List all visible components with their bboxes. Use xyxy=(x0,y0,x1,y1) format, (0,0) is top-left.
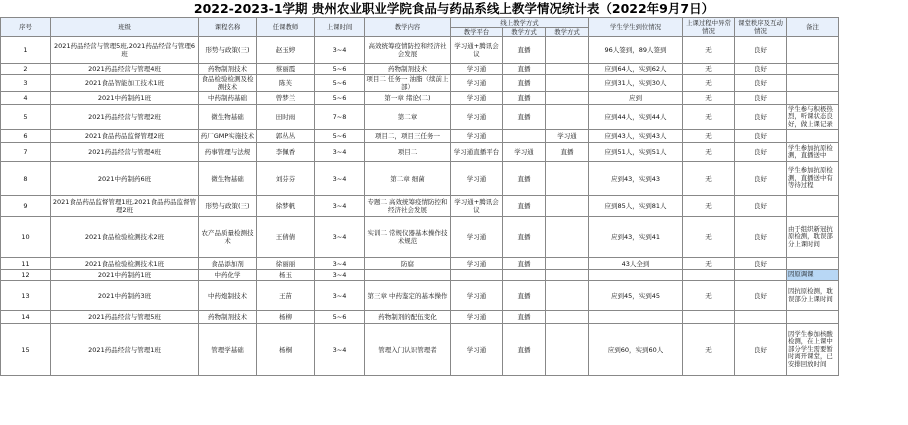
cell-seq: 10 xyxy=(1,217,51,258)
cell-time: 3~4 xyxy=(315,270,365,281)
table-row xyxy=(1,64,908,75)
cell-attendance: 应到43，实到43 xyxy=(589,162,683,196)
cell-platform: 学习通直播平台 xyxy=(451,143,503,162)
cell-interaction: 良好 xyxy=(735,196,787,217)
cell-attendance: 43人全到 xyxy=(589,258,683,270)
cell-platform: 学习通 xyxy=(451,281,503,311)
cell-class: 2021中药制药1班 xyxy=(51,92,199,105)
cell-platform: 学习通+腾讯会议 xyxy=(451,37,503,64)
cell-platform: 学习通 xyxy=(451,258,503,270)
cell-attendance: 应到43，实到41 xyxy=(589,217,683,258)
header-platform: 教学平台 xyxy=(451,28,503,37)
header-time: 上课时间 xyxy=(315,18,365,37)
header-method-sub: 教学方式 xyxy=(546,28,589,37)
cell-content: 管理入门认识管理者 xyxy=(365,324,451,376)
cell-interaction xyxy=(735,311,787,324)
cell-method: 直播 xyxy=(503,311,546,324)
cell-method: 直播 xyxy=(503,75,546,92)
cell-abnormal: 无 xyxy=(683,130,735,143)
cell-interaction: 良好 xyxy=(735,37,787,64)
cell-attendance: 应到43人，实到43人 xyxy=(589,130,683,143)
cell-method-sub xyxy=(546,162,589,196)
cell-course: 农产品质量检测技术 xyxy=(199,217,257,258)
teaching-table xyxy=(0,17,908,376)
cell-attendance: 应到51人，实到51人 xyxy=(589,143,683,162)
cell-seq: 5 xyxy=(1,105,51,130)
cell-attendance: 应到45，实到45 xyxy=(589,281,683,311)
cell-method-sub xyxy=(546,64,589,75)
header-course: 课程名称 xyxy=(199,18,257,37)
cell-abnormal: 无 xyxy=(683,64,735,75)
cell-time: 5~6 xyxy=(315,75,365,92)
header-class: 班级 xyxy=(51,18,199,37)
cell-class: 2021食品检验检测技术1班 xyxy=(51,258,199,270)
cell-method: 直播 xyxy=(503,64,546,75)
cell-seq: 14 xyxy=(1,311,51,324)
cell-teacher: 曾梦兰 xyxy=(257,92,315,105)
cell-method: 直播 xyxy=(503,92,546,105)
cell-class: 2021食品智能加工技术1班 xyxy=(51,75,199,92)
header-row-1 xyxy=(1,18,908,28)
cell-abnormal: 无 xyxy=(683,281,735,311)
cell-teacher: 田时雨 xyxy=(257,105,315,130)
cell-teacher: 徐梦帆 xyxy=(257,196,315,217)
header-attendance: 学生学生到位情况 xyxy=(589,18,683,37)
cell-content: 防腐 xyxy=(365,258,451,270)
cell-abnormal xyxy=(683,270,735,281)
cell-course: 药物制剂技术 xyxy=(199,311,257,324)
cell-method: 直播 xyxy=(503,37,546,64)
cell-course: 形势与政策(三) xyxy=(199,37,257,64)
cell-time: 3~4 xyxy=(315,196,365,217)
cell-method xyxy=(503,270,546,281)
cell-abnormal: 无 xyxy=(683,162,735,196)
cell-interaction: 良好 xyxy=(735,162,787,196)
cell-content: 项目二 xyxy=(365,143,451,162)
cell-interaction: 良好 xyxy=(735,143,787,162)
cell-course: 中药制药基础 xyxy=(199,92,257,105)
cell-class: 2021中药制药1班 xyxy=(51,270,199,281)
cell-content: 第三章 中药鉴定的基本操作 xyxy=(365,281,451,311)
cell-teacher: 杨玉 xyxy=(257,270,315,281)
cell-abnormal: 无 xyxy=(683,196,735,217)
header-teacher: 任课教师 xyxy=(257,18,315,37)
cell-seq: 15 xyxy=(1,324,51,376)
cell-teacher: 蔡丽霞 xyxy=(257,64,315,75)
cell-abnormal: 无 xyxy=(683,324,735,376)
cell-interaction: 良好 xyxy=(735,105,787,130)
cell-platform: 学习通 xyxy=(451,92,503,105)
cell-time: 3~4 xyxy=(315,217,365,258)
cell-method-sub xyxy=(546,196,589,217)
cell-content: 高效统筹疫情防控和经济社会发展 xyxy=(365,37,451,64)
cell-platform: 学习通 xyxy=(451,75,503,92)
cell-class: 2021中药制药3班 xyxy=(51,281,199,311)
cell-abnormal: 无 xyxy=(683,258,735,270)
table-row xyxy=(1,143,908,162)
cell-abnormal: 无 xyxy=(683,105,735,130)
cell-remarks: 由于组织新冠抗原检测，耽误部分上课时间 xyxy=(787,217,839,258)
cell-teacher: 杨桐 xyxy=(257,324,315,376)
header-remarks: 备注 xyxy=(787,18,839,37)
cell-content: 专题二 高效统筹疫情防控和经济社会发展 xyxy=(365,196,451,217)
cell-time: 3~4 xyxy=(315,258,365,270)
cell-course: 药物制剂技术 xyxy=(199,64,257,75)
cell-abnormal: 无 xyxy=(683,37,735,64)
cell-attendance xyxy=(589,270,683,281)
cell-platform xyxy=(451,270,503,281)
cell-method-sub: 直播 xyxy=(546,143,589,162)
cell-attendance: 应到60，实到60人 xyxy=(589,324,683,376)
cell-method-sub xyxy=(546,270,589,281)
cell-interaction: 良好 xyxy=(735,217,787,258)
cell-method-sub xyxy=(546,324,589,376)
cell-class: 2021药品经营与管理1班 xyxy=(51,324,199,376)
cell-class: 2021药品经营与管理4班 xyxy=(51,143,199,162)
cell-class: 2021药品经营与管理2班 xyxy=(51,105,199,130)
table-row xyxy=(1,105,908,130)
cell-remarks xyxy=(787,37,839,64)
cell-seq: 6 xyxy=(1,130,51,143)
cell-seq: 4 xyxy=(1,92,51,105)
cell-platform: 学习通 xyxy=(451,64,503,75)
cell-teacher: 徐丽丽 xyxy=(257,258,315,270)
cell-course: 食品添加剂 xyxy=(199,258,257,270)
cell-seq: 1 xyxy=(1,37,51,64)
table-row xyxy=(1,324,908,376)
cell-content: 药物制剂的配伍变化 xyxy=(365,311,451,324)
cell-time: 3~4 xyxy=(315,324,365,376)
cell-seq: 8 xyxy=(1,162,51,196)
cell-remarks: 因学生参加核酸检测，在上课中部分学生需要暂时离开课堂，已安排回放时间 xyxy=(787,324,839,376)
cell-seq: 12 xyxy=(1,270,51,281)
cell-seq: 9 xyxy=(1,196,51,217)
header-mode-group: 线上教学方式 xyxy=(451,18,589,28)
cell-class: 2021食品药品监督管理1班,2021食品药品监督管理2班 xyxy=(51,196,199,217)
cell-remarks: 因原调课 xyxy=(787,270,839,281)
cell-content: 项目二，项目三任务一 xyxy=(365,130,451,143)
cell-course: 微生物基础 xyxy=(199,162,257,196)
table-row xyxy=(1,258,908,270)
cell-platform: 学习通 xyxy=(451,105,503,130)
header-content: 教学内容 xyxy=(365,18,451,37)
cell-time: 3~4 xyxy=(315,162,365,196)
cell-method-sub xyxy=(546,281,589,311)
cell-interaction: 良好 xyxy=(735,130,787,143)
cell-attendance: 应到31人，实到30人 xyxy=(589,75,683,92)
cell-method: 直播 xyxy=(503,258,546,270)
header-seq: 序号 xyxy=(1,18,51,37)
cell-method: 直播 xyxy=(503,196,546,217)
cell-remarks xyxy=(787,130,839,143)
cell-abnormal xyxy=(683,311,735,324)
table-row xyxy=(1,162,908,196)
cell-course: 形势与政策(三) xyxy=(199,196,257,217)
cell-remarks xyxy=(787,196,839,217)
table-row xyxy=(1,92,908,105)
cell-remarks xyxy=(787,311,839,324)
cell-method-sub xyxy=(546,75,589,92)
cell-interaction: 良好 xyxy=(735,75,787,92)
header-interaction: 课堂秩序及互动情况 xyxy=(735,18,787,37)
cell-content: 第二章 细菌 xyxy=(365,162,451,196)
table-row xyxy=(1,196,908,217)
cell-platform: 学习通 xyxy=(451,217,503,258)
cell-teacher: 刘芬芬 xyxy=(257,162,315,196)
cell-remarks: 学生参加抗原检测，直播送中有等待过程 xyxy=(787,162,839,196)
cell-platform: 学习通 xyxy=(451,324,503,376)
cell-course: 管理学基础 xyxy=(199,324,257,376)
cell-teacher: 赵玉婷 xyxy=(257,37,315,64)
cell-class: 2021药品经营与管理5班 xyxy=(51,311,199,324)
header-method-main: 教学方式 xyxy=(503,28,546,37)
cell-remarks xyxy=(787,64,839,75)
cell-course: 药事管理与法规 xyxy=(199,143,257,162)
cell-remarks: 学生参加抗原检测，直播送中 xyxy=(787,143,839,162)
cell-seq: 3 xyxy=(1,75,51,92)
cell-interaction: 良好 xyxy=(735,64,787,75)
cell-class: 2021药品经营与管理4班 xyxy=(51,64,199,75)
cell-course: 药厂GMP实施技术 xyxy=(199,130,257,143)
table-row xyxy=(1,37,908,64)
cell-platform: 学习通 xyxy=(451,130,503,143)
cell-remarks xyxy=(787,258,839,270)
cell-platform: 学习通 xyxy=(451,162,503,196)
table-row xyxy=(1,217,908,258)
cell-time: 5~6 xyxy=(315,64,365,75)
cell-interaction: 良好 xyxy=(735,281,787,311)
cell-interaction: 良好 xyxy=(735,258,787,270)
cell-abnormal: 无 xyxy=(683,92,735,105)
cell-time: 5~6 xyxy=(315,311,365,324)
cell-abnormal: 无 xyxy=(683,217,735,258)
cell-remarks xyxy=(787,75,839,92)
cell-time: 5~6 xyxy=(315,92,365,105)
cell-method-sub: 学习通 xyxy=(546,130,589,143)
cell-time: 7~8 xyxy=(315,105,365,130)
cell-attendance xyxy=(589,311,683,324)
cell-content: 第二章 xyxy=(365,105,451,130)
cell-remarks: 因抗原检测，耽误部分上课时间 xyxy=(787,281,839,311)
cell-attendance: 应到64人，实到62人 xyxy=(589,64,683,75)
cell-method: 学习通 xyxy=(503,143,546,162)
cell-content: 项目二 任务一 油脂（续前上部） xyxy=(366,75,449,91)
cell-seq: 11 xyxy=(1,258,51,270)
cell-time: 3~4 xyxy=(315,143,365,162)
cell-teacher: 李佩香 xyxy=(257,143,315,162)
cell-method: 直播 xyxy=(503,217,546,258)
cell-method-sub xyxy=(546,217,589,258)
table-row xyxy=(1,281,908,311)
cell-remarks xyxy=(787,92,839,105)
cell-method-sub xyxy=(546,37,589,64)
cell-interaction: 良好 xyxy=(735,92,787,105)
cell-attendance: 应到 xyxy=(589,92,683,105)
cell-class: 2021药品经营与管理5班,2021药品经营与管理6班 xyxy=(51,37,199,64)
cell-time: 3~4 xyxy=(315,37,365,64)
table-row xyxy=(1,75,908,92)
cell-method: 直播 xyxy=(503,162,546,196)
sheet-title: 2022-2023-1学期 贵州农业职业学院食品与药品系线上教学情况统计表（2022年9月7日） xyxy=(193,1,715,16)
cell-teacher: 王倩倩 xyxy=(257,217,315,258)
cell-content: 第一章 绪论(二) xyxy=(365,92,451,105)
table-row xyxy=(1,130,908,143)
cell-method: 直播 xyxy=(503,105,546,130)
cell-content xyxy=(365,270,451,281)
cell-method xyxy=(503,130,546,143)
cell-class: 2021食品检验检测技术2班 xyxy=(51,217,199,258)
cell-class: 2021食品药品监督管理2班 xyxy=(51,130,199,143)
cell-method-sub xyxy=(546,311,589,324)
cell-content: 实训二 常规仪器基本操作技术规范 xyxy=(365,217,451,258)
cell-method-sub xyxy=(546,92,589,105)
cell-seq: 13 xyxy=(1,281,51,311)
cell-remarks: 学生参与积极热烈，听课状态良好，做上课记录 xyxy=(787,105,839,130)
cell-attendance: 应到85人，实到81人 xyxy=(589,196,683,217)
cell-teacher: 王苗 xyxy=(257,281,315,311)
table-row xyxy=(1,311,908,324)
cell-content: 药物制剂技术 xyxy=(365,64,451,75)
cell-teacher: 陈芙 xyxy=(257,75,315,92)
cell-interaction: 良好 xyxy=(735,324,787,376)
cell-attendance: 96人签到，89人签到 xyxy=(589,37,683,64)
cell-attendance: 应到44人，实到44人 xyxy=(589,105,683,130)
cell-time: 3~4 xyxy=(315,281,365,311)
table-row xyxy=(1,270,908,281)
cell-class: 2021中药制药6班 xyxy=(51,162,199,196)
header-abnormal: 上课过程中异常情况 xyxy=(683,18,735,37)
cell-course: 微生物基础 xyxy=(199,105,257,130)
cell-seq: 7 xyxy=(1,143,51,162)
cell-time: 5~6 xyxy=(315,130,365,143)
cell-teacher: 杨柳 xyxy=(257,311,315,324)
cell-method: 直播 xyxy=(503,324,546,376)
cell-teacher: 郭丛丛 xyxy=(257,130,315,143)
cell-platform: 学习通 xyxy=(451,311,503,324)
cell-abnormal: 无 xyxy=(683,75,735,92)
cell-course: 中药化学 xyxy=(199,270,257,281)
cell-course: 中药炮制技术 xyxy=(199,281,257,311)
cell-platform: 学习通+腾讯会议 xyxy=(451,196,503,217)
cell-method-sub xyxy=(546,105,589,130)
cell-abnormal: 无 xyxy=(683,143,735,162)
cell-interaction xyxy=(735,270,787,281)
cell-course: 食品检验检测及检测技术 xyxy=(199,75,257,92)
cell-method: 直播 xyxy=(503,281,546,311)
cell-seq: 2 xyxy=(1,64,51,75)
cell-method-sub xyxy=(546,258,589,270)
